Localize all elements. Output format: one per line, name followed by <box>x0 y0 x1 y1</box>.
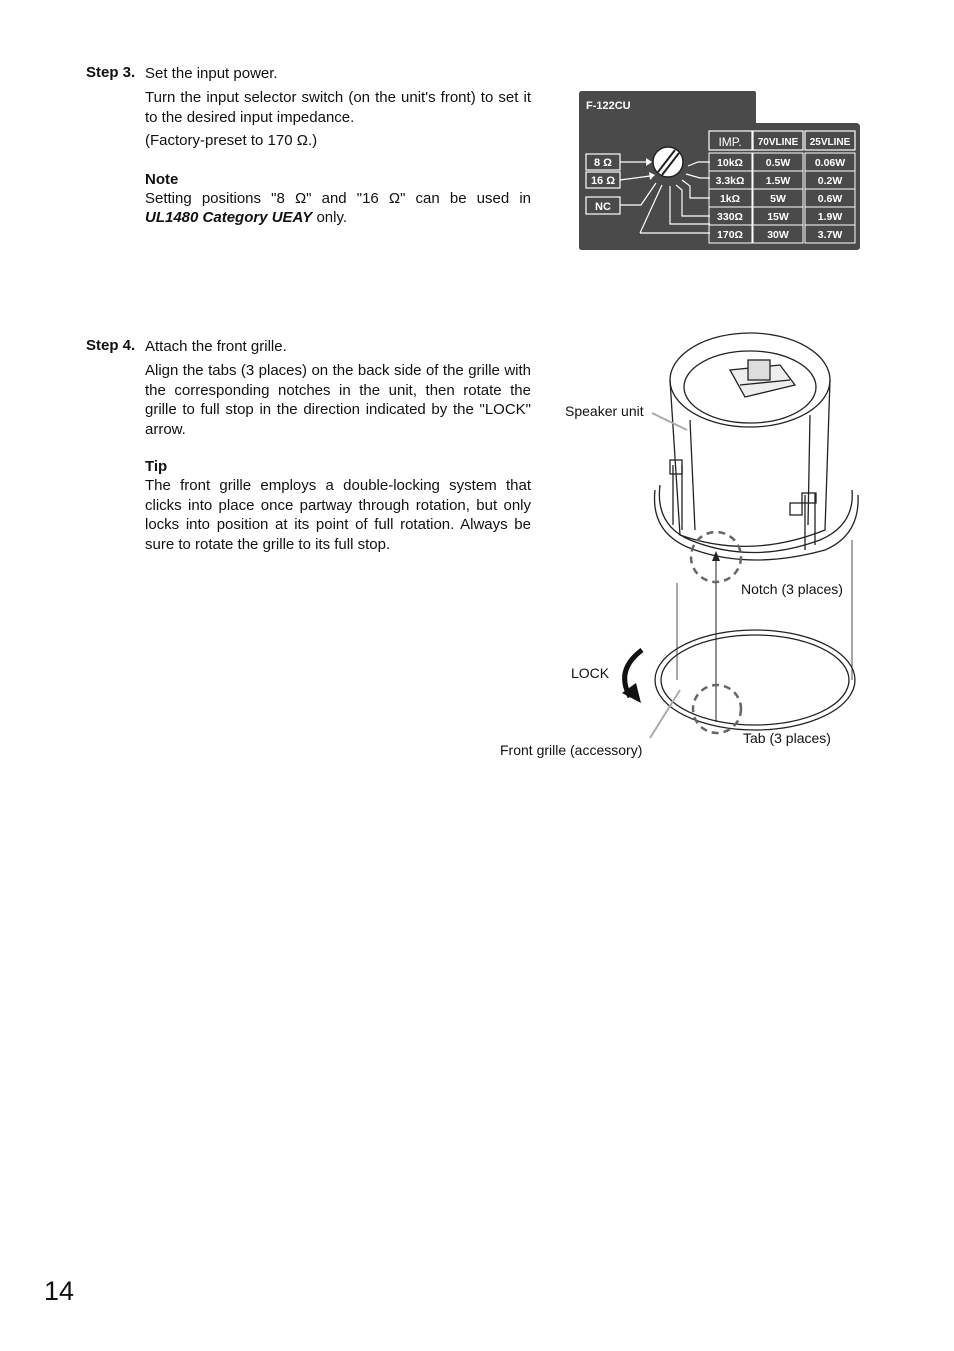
imp-10k: 10kΩ <box>717 157 743 169</box>
w70-row3: 5W <box>770 193 786 205</box>
position-nc: NC <box>595 201 611 213</box>
notch-label: Notch (3 places) <box>741 581 843 597</box>
step4-title: Attach the front grille. <box>145 338 287 355</box>
note-heading: Note <box>145 171 179 188</box>
selector-dial <box>653 147 683 177</box>
imp-170: 170Ω <box>717 229 743 241</box>
step4-label: Step 4. <box>86 337 136 354</box>
note-emphasis: UL1480 Category UEAY <box>145 209 313 226</box>
note-text-line2 <box>145 208 347 228</box>
header-70vline: 70VLINE <box>757 137 799 148</box>
imp-330: 330Ω <box>717 211 743 223</box>
input-selector-label-panel <box>578 90 862 253</box>
page-number: 14 <box>44 1276 75 1306</box>
w70-row5: 30W <box>767 229 789 241</box>
tip-heading: Tip <box>145 458 168 475</box>
speaker-grille-diagram <box>490 325 870 765</box>
model-label: F-122CU <box>586 100 631 112</box>
note-text-main: Setting positions "8 Ω" and "16 Ω" can be used in <box>145 190 531 207</box>
step3-body: Turn the input selector switch (on the unit's front) to set it to the desired input impedance. <box>145 89 531 126</box>
header-imp: IMP. <box>718 135 742 149</box>
w25-row4: 1.9W <box>817 211 843 223</box>
imp-3-3k: 3.3kΩ <box>715 175 745 187</box>
tip-text: The front grille employs a double-locking system that clicks into place once partway through rotation, but only locks into position at its point of full rotation. Always be sure to rotate the grille to its full stop. <box>145 477 531 553</box>
lock-label: LOCK <box>571 665 610 681</box>
w70-row2: 1.5W <box>765 175 791 187</box>
w25-row2: 0.2W <box>817 175 843 187</box>
w25-row1: 0.06W <box>814 157 846 169</box>
speaker-unit-label: Speaker unit <box>565 403 644 419</box>
position-16ohm: 16 Ω <box>590 175 616 187</box>
note-text <box>145 189 531 209</box>
step3-label: Step 3. <box>86 64 136 81</box>
front-grille-label: Front grille (accessory) <box>500 742 643 758</box>
step3-preset: (Factory-preset to 170 Ω.) <box>145 132 318 149</box>
position-8ohm: 8 Ω <box>594 157 612 169</box>
w70-row4: 15W <box>767 211 789 223</box>
imp-1k: 1kΩ <box>719 193 741 205</box>
tab-label: Tab (3 places) <box>743 730 831 746</box>
w25-row5: 3.7W <box>817 229 843 241</box>
w25-row3: 0.6W <box>817 193 843 205</box>
header-25vline: 25VLINE <box>809 137 851 148</box>
w70-row1: 0.5W <box>765 157 791 169</box>
note-tail: only. <box>312 209 348 226</box>
step3-title: Set the input power. <box>145 65 278 82</box>
step4-body: Align the tabs (3 places) on the back side of the grille with the corresponding notches in the unit, then rotate the grille to full stop in the direction indicated by the "LOCK" arrow. <box>145 362 531 438</box>
